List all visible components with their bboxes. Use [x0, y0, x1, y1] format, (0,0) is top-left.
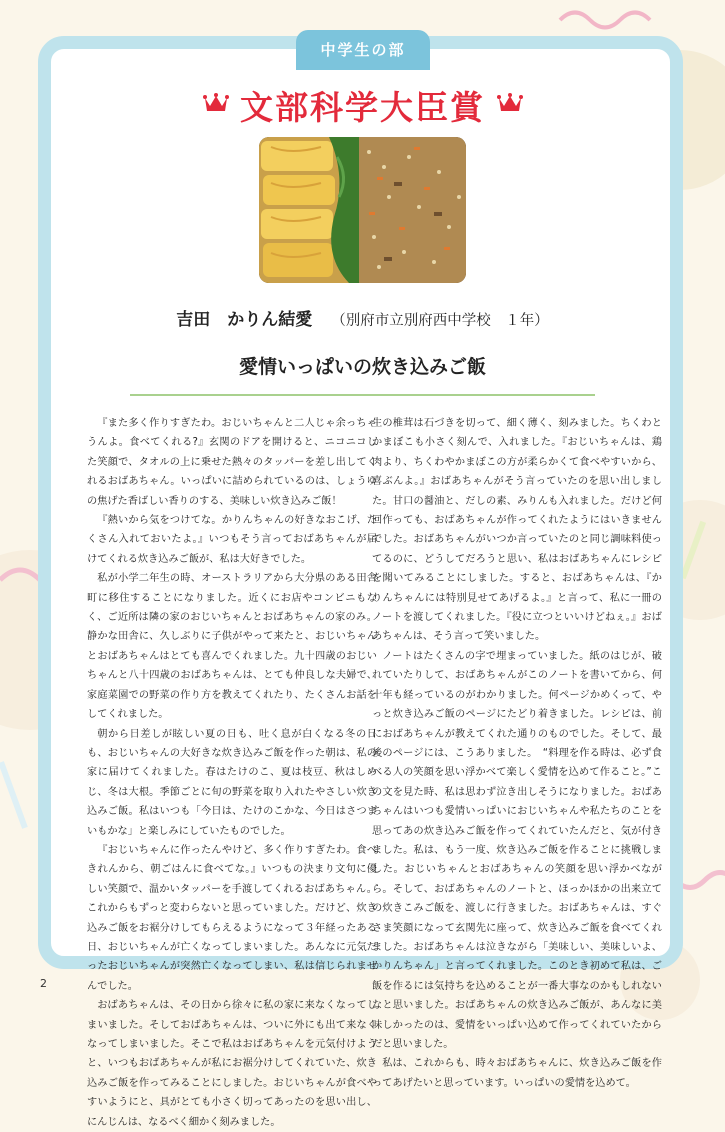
body-paragraph: 『熱いから気をつけてな。かりんちゃんの好きなおこげ、たくさん入れておいたよ。』いつもそう言っておばあちゃんが届けてくれる炊き込みご飯が、私は大好きでした。	[87, 515, 377, 565]
body-paragraph: 朝から日差しが眩しい夏の日も、吐く息が白くなる冬の日も、おじいちゃんの大好きな炊き込みご飯を作った朝は、私の家に届けてくれました。春はたけのこ、夏は枝豆、秋はしめじ、冬は大根。季節ごとに旬の野菜を取り入れたやさしい炊き込みご飯。私はいつも「今日は、たけのこかな、今日はさつまいもかな」と楽しみにしていたものでした。	[87, 728, 377, 837]
crown-icon	[203, 92, 229, 114]
food-photo	[259, 137, 466, 283]
author-byline	[0, 305, 725, 330]
body-paragraph: おばあちゃんは、その日から徐々に私の家に来なくなってしまいました。そしておばあちゃんは、ついに外にも出て来なくなってしまいました。そこで私はおばあちゃんを元気付けようと、いつもおばあちゃんが私にお裾分けしてくれていた、炊き込みご飯を作ってみることにしました。おじいちゃんが食べやすいようにと、具がとても小さく切ってあったのを思い出し、にんじんは、なるべく細かく刻みました。	[87, 1000, 377, 1128]
story-title: 愛情いっぱいの炊き込みご飯	[238, 356, 486, 378]
body-paragraph: 『また多く作りすぎたわ。おじいちゃんと二人じゃ余っちゃうんよ。食べてくれる?』玄関のドアを開けると、ニコニコした笑顔で、タオルの上に乗せた熱々のタッパーを差し出してくれるおばあちゃん。いっぱいに詰められているのは、しょうゆの焦げた香ばしい香りのする、美味しい炊き込みご飯！	[87, 418, 377, 507]
body-column-left	[87, 414, 377, 1132]
title-divider	[130, 394, 595, 396]
crown-icon	[497, 92, 523, 114]
author-name: 吉田 かりん結愛	[176, 310, 313, 330]
food-photo-rice-and-tamagoyaki-icon	[259, 137, 466, 283]
body-paragraph: 私が小学二年生の時、オーストラリアから大分県のある田舎町に移住することになりました。近くにお店やコンビニもなく、ご近所は隣の家のおじいちゃんとおばあちゃんの家のみ。静かな田舎に、久しぶりに子供がやって来たと、おじいちゃんとおばあちゃんはとても喜んでくれました。九十四歳のおじいちゃんと八十四歳のおばあちゃんは、とても仲良しな夫婦で、家庭菜園での野菜の作り方を教えてくれたり、たくさんお話をしてくれました。	[87, 573, 377, 721]
body-column-right	[372, 414, 662, 1093]
author-school: （別府市立別府西中学校 １年）	[331, 313, 549, 329]
body-paragraph: 『おじいちゃんに作ったんやけど、多く作りすぎたわ。食べきれんから、朝ごはんに食べてな。』いつもの決まり文句に優しい笑顔で、温かいタッパーを手渡してくれるおばあちゃん。これからもずっと変わらないと思っていました。だけど、炊き込みご飯をお裾分けしてもらえるようになって３年経ったある日、おじいちゃんが亡くなってしまいました。あんなに元気だったおじいちゃんが突然亡くなってしまい、私は信じられませんでした。	[87, 844, 377, 992]
award-header	[0, 82, 725, 129]
page-number: 2	[40, 977, 47, 990]
body-paragraph: 生の椎茸は石づきを切って、細く薄く、刻みました。ちくわとかまぼこも小さく刻んで、入れました。『おじいちゃんは、鶏肉より、ちくわやかまぼこの方が柔らかくて食べやすいから、喜ぶんよ。』おばあちゃんがそう言っていたのを思い出しました。甘口の醤油と、だしの素、みりんも入れました。だけど何回作っても、おばあちゃんが作ってくれたようにはいきませんでした。おばあちゃんがいつか言っていたのと同じ調味料使ってるのに、どうしてだろうと思い、私はおばあちゃんにレシピを聞いてみることにしました。すると、おばあちゃんは、『かりんちゃんには特別見せてあげるよ。』と言って、私に一冊のノートを渡してくれました。『役に立つといいけどねぇ。』おばあちゃんは、そう言って笑いました。	[372, 418, 662, 643]
award-title: 文部科学大臣賞	[240, 88, 485, 127]
body-paragraph: ノートはたくさんの字で埋まっていました。紙のはじが、破れていたりして、おばあちゃんがこのノートを書いてから、何十年も経っているのがわかりました。何ページかめくって、やっと炊き込みご飯のページにたどり着きました。レシピは、前におばあちゃんが教えてくれた通りのものでした。そして、最後のページには、こうありました。 “料理を作る時は、必ず食べる人の笑顔を思い浮かべて楽しく愛情を込めて作ること。”この文を見た時、私は思わず泣き出しそうになりました。おばあちゃんはいつも愛情いっぱいにおじいちゃんや私たちのことを思ってあの炊き込みご飯を作ってくれていたんだと、気が付きました。私は、もう一度、炊き込みご飯を作ることに挑戦しました。おじいちゃんとおばあちゃんの笑顔を思い浮かべながら。そして、おばあちゃんのノートと、ほっかほかの出来立ての炊きこみご飯を、渡しに行きました。おばあちゃんは、すぐさま笑顔になって玄関先に座って、炊き込みご飯を食べてくれました。おばあちゃんは泣きながら「美味しい、美味しいよ、かりんちゃん」と言ってくれました。このとき初めて私は、ご飯を作るには気持ちを込めることが一番大事なのかもしれないなと思いました。おばあちゃんの炊き込みご飯が、あんなに美味しかったのは、愛情をいっぱい込めて作ってくれていたからだと思いました。	[372, 650, 662, 1050]
category-tab: 中学生の部	[296, 30, 430, 70]
body-paragraph: 私は、これからも、時々おばあちゃんに、炊き込みご飯を作ってあげたいと思っています。いっぱいの愛情を込めて。	[372, 1058, 662, 1089]
